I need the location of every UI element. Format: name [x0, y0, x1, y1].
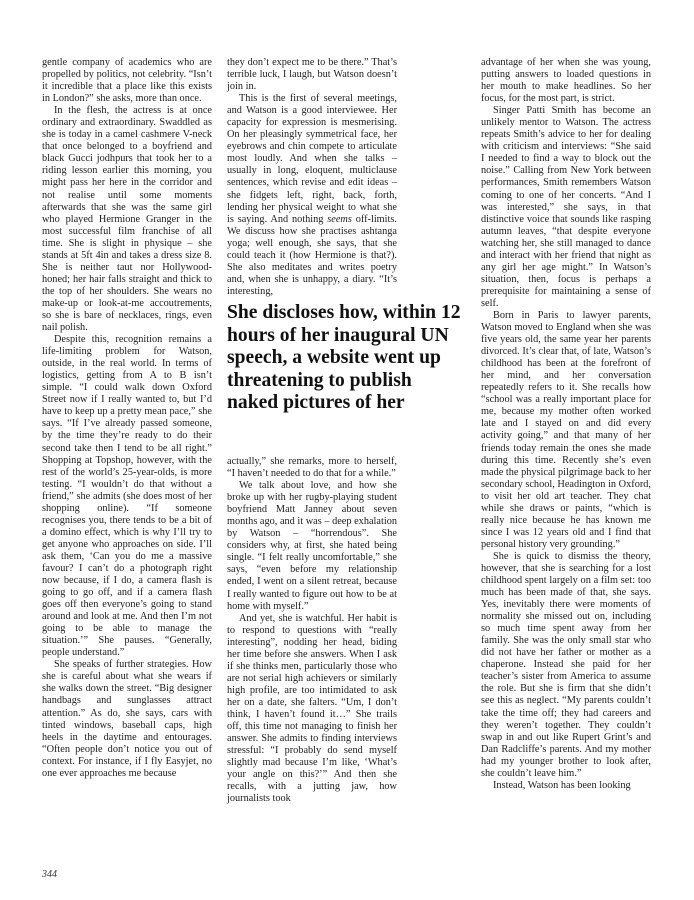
paragraph: She speaks of further strategies. How she is careful about what she wears if she walks down the street. “Big designer handbags and sunglasses attract attention.” As do, she says, cars with tinted windows, baseball caps, high heels in the daytime and entourages. “Often people don’t notice you out of context. For instance, if I fly Easyjet, no one ever approaches me because	[42, 659, 212, 779]
paragraph: they don’t expect me to be there.” That’s terrible luck, I laugh, but Watson doesn’t join in.	[227, 57, 397, 93]
paragraph: gentle company of academics who are propelled by politics, not celebrity. “Isn’t it incredible that a place like this exists in London?” she asks, more than once.	[42, 57, 212, 105]
paragraph: We talk about love, and how she broke up with her rugby-playing student boyfriend Matt Janney about seven months ago, and it was – deep exhalation by Watson – “horrendous”. She considers why, at first, she hated being single. “I felt really uncomfortable,” she says, “even before my relationship ended, I went on a silent retreat, because I really wanted to figure out how to be at home with myself.”	[227, 480, 397, 612]
paragraph: advantage of her when she was young, putting answers to loaded questions in her mouth to make headlines. So her focus, for the most part, is strict.	[481, 57, 651, 105]
paragraph: actually,” she remarks, more to herself, “I haven’t needed to do that for a while.”	[227, 456, 397, 480]
text-column-2-top	[227, 57, 397, 298]
paragraph: She is quick to dismiss the theory, however, that she is searching for a lost childhood spent largely on a film set: too much has been made of that, she says. Yes, inevitably there were moments of normality she missed out on, including so much time spent away from her family. She was the only small star who did not have her father or mother as a chaperone. Instead she paid for her teacher’s sister from America to assume the role. But she is firm that she didn’t see this as neglect. “My parents couldn’t take the time off; they had careers and they weren’t together. They couldn’t swap in and out like Rupert Grint’s and Dan Radcliffe’s parents. And my mother had my younger brother to look after, she couldn’t leave him.”	[481, 550, 651, 779]
paragraph: Instead, Watson has been looking	[493, 779, 631, 791]
paragraph: Singer Patti Smith has become an unlikely mentor to Watson. The actress repeats Smith’s advice to her for dealing with criticism and interviews: “She said I needed to find a way to block out the noise.” Calling from New York between performances, Smith remembers Watson coming to one of her concerts. “And I was interested,” she says, in that distinctive voice that sounds like rasping autumn leaves, “that despite everyone watching her, she still managed to dance and interact with her friend that night as any girl her age might.” In Watson’s situation, then, focus is perhaps a prerequisite for maintaining a sense of self.	[481, 105, 651, 309]
paragraph: Born in Paris to lawyer parents, Watson moved to England when she was five years old, the same year her parents divorced. It’s clear that, of late, Watson’s childhood has been at the forefront of her mind, and her conversation repeatedly refers to it. She recalls how “school was a really important place for me, because my mother often worked late and I stayed on and did every activity going,” and that many of her friends today remain the ones she made during this time. Recently she’s even made the physical pilgrimage back to her secondary school, Headington in Oxford, to visit her old art teacher. They chat while she draws or paints, “which is really nice because he has known me since I was 12 years old and I find that personal history very grounding.”	[481, 309, 651, 550]
text-column-1	[42, 57, 212, 780]
paragraph-text: off-limits. We discuss how she practises ashtanga yoga; well enough, she says, that she could teach it (how Hermione is that?). She also meditates and writes poetry and, when she is unhappy, a diary. “It’s interesting,	[227, 213, 397, 297]
paragraph: Despite this, recognition remains a life-limiting problem for Watson, outside, in the real world. In terms of logistics, getting from A to B isn’t simple. “I could walk down Oxford Street now if I really wanted to, but I’d have to keep up a pretty mean pace,” she says. “If I’ve already passed someone, by the time they’re ready to do their second take then I tend to be all right.” Shopping at Topshop, however, with the rest of the world’s 25-year-olds, is more testing. “I wouldn’t do that without a friend,” she admits (she does most of her shopping online). “If someone recognises you, there tends to be a bit of a domino effect, which is why I’ll try to get anyone who approaches on side. I’ll ask them, ‘Can you do me a massive favour? I can’t do a photograph right now because, if I do, a camera flash is going to go off, and if a camera flash goes off then everyone’s going to stand around and look at me. And then I’m not going to be able to manage the situation.’” She pauses. “Generally, people understand.”	[42, 334, 212, 659]
paragraph-text: This is the first of several meetings, and Watson is a good interviewee. Her capacity for expression is mesmerising. On her pleasingly symmetrical face, her eyebrows and chin compete to articulate most loudly. And when she talks – usually in long, eloquent, multiclause sentences, which revise and edit ideas – she fidgets left, right, back, forth, lending her physical weight to what she is saying. And nothing	[227, 93, 397, 225]
page-number: 344	[42, 869, 57, 880]
paragraph	[227, 93, 397, 298]
pull-quote: She discloses how, within 12 hours of her inaugural UN speech, a website went up threatening to publish naked pictures of her	[227, 302, 461, 414]
emphasis-text: seems	[327, 213, 352, 225]
text-column-3	[481, 57, 651, 792]
text-column-2-bottom	[227, 456, 397, 805]
paragraph: And yet, she is watchful. Her habit is to respond to questions with “really interesting”, nodding her head, biding her time before she answers. When I ask if she thinks men, particularly those who are not serial high achievers or similarly high profile, are too intimidated to ask her on a date, she falters. “Um, I don’t think, I haven’t found it…” She trails off, this time not managing to finish her answer. She admits to finding interviews stressful: “I probably do send myself slightly mad because I’m like, ‘What’s your angle on this?’” And then she recalls, with a jutting jaw, how journalists took	[227, 612, 397, 805]
paragraph: In the flesh, the actress is at once ordinary and extraordinary. Swaddled as she is today in a camel cashmere V-neck that once belonged to a boyfriend and black Gucci jodhpurs that took her to a riding lesson earlier this morning, you might pass her here in the corridor and not realise until some moments afterwards that she was the same girl who played Hermione Granger in the most successful film franchise of all time. She is slight in physique – she stands at 5ft 4in and takes a dress size 8. She is neither taut nor Hollywood-honed; her hair falls straight and thick to the top of her shoulders. She wears no make-up or look-at-me accoutrements, so she is bare of necklaces, rings, even nail polish.	[42, 105, 212, 334]
